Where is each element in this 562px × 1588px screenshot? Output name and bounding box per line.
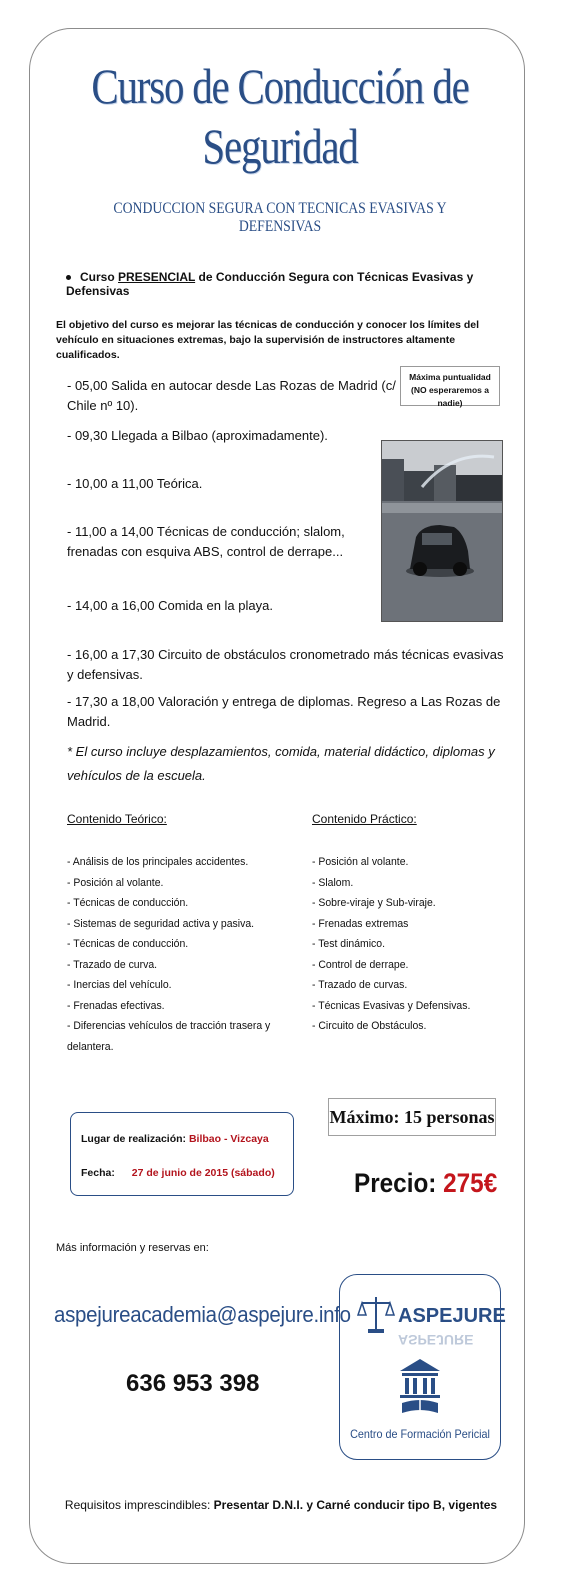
schedule-item: - 09,30 Llegada a Bilbao (aproximadamente).	[67, 428, 328, 443]
list-item: - Posición al volante.	[67, 876, 164, 889]
venue-box	[70, 1112, 294, 1196]
intro-highlight: PRESENCIAL	[118, 270, 196, 284]
course-objective: El objetivo del curso es mejorar las técnicas de conducción y conocer los límites del vehículo en situaciones extremas, bajo la supervisión de instructores altamente cualificados.	[56, 319, 480, 361]
driving-photo	[381, 440, 503, 622]
list-item: - Control de derrape.	[312, 958, 409, 971]
institution-icon	[396, 1357, 444, 1419]
info-label: Más información y reservas en:	[56, 1242, 209, 1254]
list-item: - Frenadas extremas	[312, 917, 409, 930]
contact-phone[interactable]: 636 953 398	[126, 1370, 260, 1397]
venue-place	[81, 1133, 269, 1145]
list-item: - Técnicas Evasivas y Defensivas.	[312, 999, 471, 1012]
page-subtitle: CONDUCCION SEGURA CON TECNICAS EVASIVAS Y DEFENSIVAS	[113, 200, 447, 235]
venue-date-label: Fecha:	[81, 1167, 115, 1179]
venue-date	[81, 1167, 275, 1179]
list-item: - Trazado de curvas.	[312, 979, 408, 991]
schedule-item: - 11,00 a 14,00 Técnicas de conducción; slalom, frenadas con esquiva ABS, control de derrape...	[67, 524, 345, 559]
requirements	[0, 1498, 562, 1512]
list-item: - Diferencias vehículos de tracción trasera y delantera.	[67, 1020, 271, 1053]
schedule-item: - 14,00 a 16,00 Comida en la playa.	[67, 598, 273, 613]
page-title: Curso de Conducción de Seguridad	[91, 58, 469, 174]
logo-reflection-icon	[396, 1331, 474, 1351]
intro-suffix: de Conducción Segura con Técnicas Evasivas y Defensivas	[66, 270, 474, 298]
venue-place-label: Lugar de realización:	[81, 1133, 187, 1145]
list-item: - Inercias del vehículo.	[67, 979, 172, 991]
theory-list	[67, 852, 295, 1057]
list-item: - Sistemas de seguridad activa y pasiva.	[67, 917, 255, 930]
punctuality-notice	[400, 366, 500, 406]
capacity-badge: Máximo: 15 personas	[328, 1098, 496, 1136]
venue-date-value: 27 de junio de 2015 (sábado)	[131, 1167, 275, 1179]
intro-prefix: Curso	[80, 270, 115, 284]
requirements-label: Requisitos imprescindibles:	[64, 1498, 211, 1512]
list-item: - Slalom.	[312, 876, 354, 889]
logo-name: ASPEJURE	[398, 1305, 506, 1327]
course-intro	[66, 270, 526, 298]
schedule-item: - 10,00 a 11,00 Teórica.	[67, 476, 203, 491]
schedule-item: - 17,30 a 18,00 Valoración y entrega de diplomas. Regreso a Las Rozas de Madrid.	[67, 694, 501, 729]
list-item: - Trazado de curva.	[67, 958, 158, 971]
logo-subtitle: Centro de Formación Pericial	[350, 1427, 490, 1441]
practice-heading: Contenido Práctico:	[312, 812, 417, 826]
punctuality-line-1: Máxima puntualidad	[409, 372, 491, 382]
list-item: - Frenadas efectivas.	[67, 999, 165, 1012]
aspejure-logo	[339, 1274, 506, 1460]
venue-place-value: Bilbao - Vizcaya	[188, 1133, 269, 1145]
requirements-value: Presentar D.N.I. y Carné conducir tipo B, vigentes	[213, 1498, 498, 1512]
svg-text:ASPEJURE: ASPEJURE	[398, 1332, 474, 1348]
list-item: - Circuito de Obstáculos.	[312, 1020, 427, 1032]
list-item: - Posición al volante.	[312, 856, 409, 868]
list-item: - Técnicas de conducción.	[67, 897, 189, 909]
list-item: - Sobre-viraje y Sub-viraje.	[312, 897, 436, 909]
theory-heading: Contenido Teórico:	[67, 812, 167, 826]
punctuality-line-2: (NO esperaremos a nadie)	[411, 385, 489, 408]
list-item: - Test dinámico.	[312, 938, 385, 950]
course-note: * El curso incluye desplazamientos, comida, material didáctico, diplomas y vehículos de la escuela.	[67, 744, 495, 783]
price	[354, 1168, 497, 1199]
practice-list	[312, 852, 493, 1037]
list-item: - Análisis de los principales accidentes.	[67, 856, 249, 868]
bullet-icon	[66, 275, 71, 280]
contact-email[interactable]: aspejureacademia@aspejure.info	[54, 1302, 351, 1327]
driving-photo-illustration	[382, 441, 502, 621]
list-item: - Técnicas de conducción.	[67, 938, 189, 950]
scales-icon	[358, 1295, 394, 1335]
price-value: 275€	[443, 1168, 498, 1198]
price-label: Precio:	[354, 1168, 437, 1198]
schedule-item: - 16,00 a 17,30 Circuito de obstáculos cronometrado más técnicas evasivas y defensivas.	[67, 647, 504, 682]
schedule-item: - 05,00 Salida en autocar desde Las Rozas de Madrid (c/ Chile nº 10).	[67, 378, 396, 413]
